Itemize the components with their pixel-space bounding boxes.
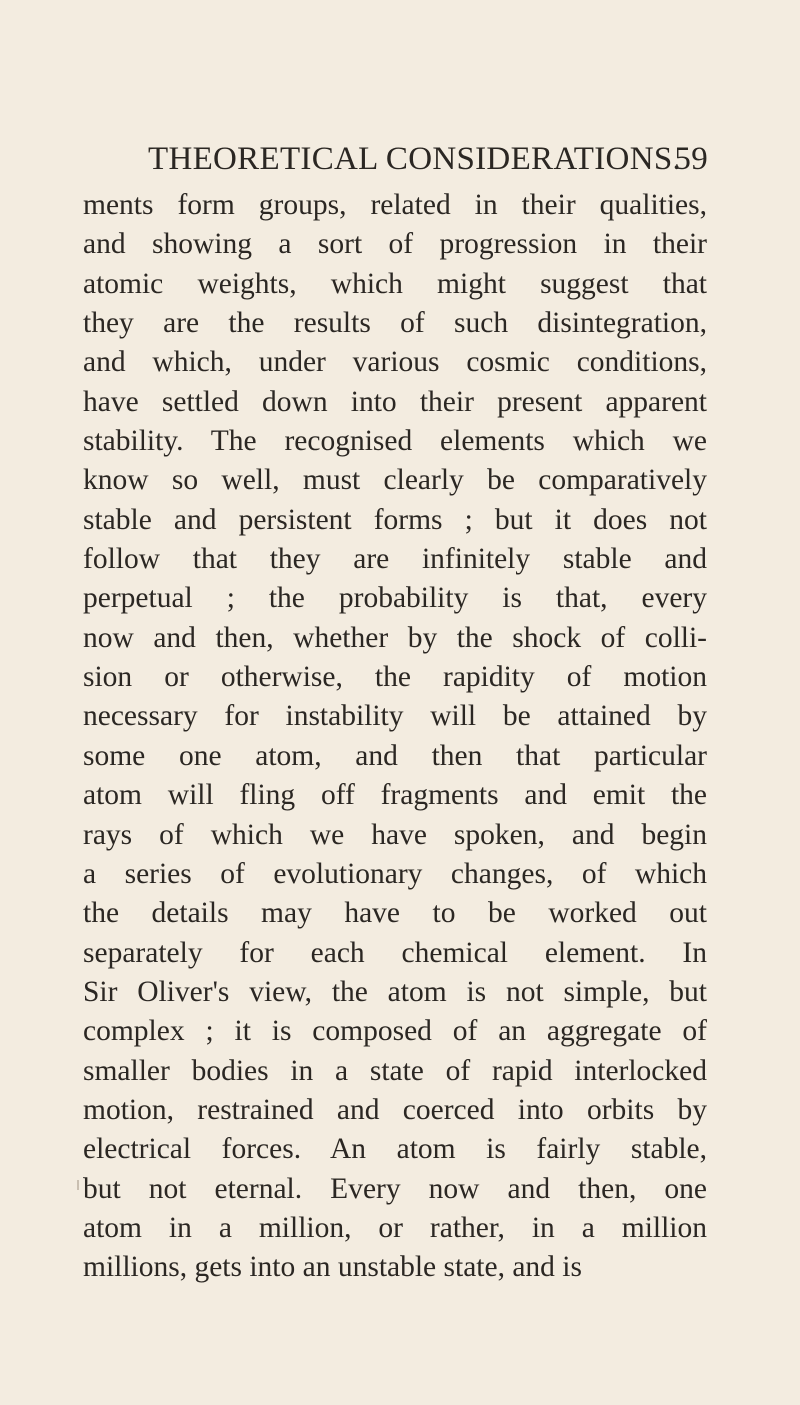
text-line: a series of evolutionary changes, of which [83,857,707,890]
text-line: rays of which we have spoken, and begin [83,818,707,851]
text-line: have settled down into their present apparent [83,385,707,418]
text-line: necessary for instability will be attained by [83,700,707,733]
text-line: sion or otherwise, the rapidity of motion [83,661,707,694]
text-line: stability. The recognised elements which we [83,425,707,458]
text-line: the details may have to be worked out [83,897,707,930]
text-line: smaller bodies in a state of rapid interlocked [83,1054,707,1087]
text-line: follow that they are infinitely stable and [83,543,707,576]
body-text [83,186,707,1288]
text-line: now and then, whether by the shock of colli- [83,621,707,654]
text-line: millions, gets into an unstable state, and is [83,1251,582,1284]
text-line: and which, under various cosmic conditions, [83,346,707,379]
text-line: ments form groups, related in their qualities, [83,189,707,221]
text-line: stable and persistent forms ; but it does not [83,503,707,536]
text-line: complex ; it is composed of an aggregate of [83,1015,707,1048]
paper-mark [77,1180,79,1190]
text-line: some one atom, and then that particular [83,739,707,772]
text-line: perpetual ; the probability is that, every [83,582,707,615]
text-line: and showing a sort of progression in their [83,228,707,261]
text-line: know so well, must clearly be comparatively [83,464,707,497]
chapter-title: THEORETICAL CONSIDERATIONS. [148,141,682,177]
text-line: they are the results of such disintegration, [83,307,707,340]
page-number: 59 [674,141,708,177]
text-line: atom will fling off fragments and emit the [83,779,707,812]
text-line: but not eternal. Every now and then, one [83,1172,707,1205]
text-line: atomic weights, which might suggest that [83,267,707,300]
text-line: electrical forces. An atom is fairly stable, [83,1133,707,1166]
text-line: atom in a million, or rather, in a million [83,1211,707,1244]
running-head [148,141,708,181]
text-line: separately for each chemical element. In [83,936,707,969]
text-line: motion, restrained and coerced into orbits by [83,1093,707,1126]
text-line: Sir Oliver's view, the atom is not simple, but [83,975,707,1008]
